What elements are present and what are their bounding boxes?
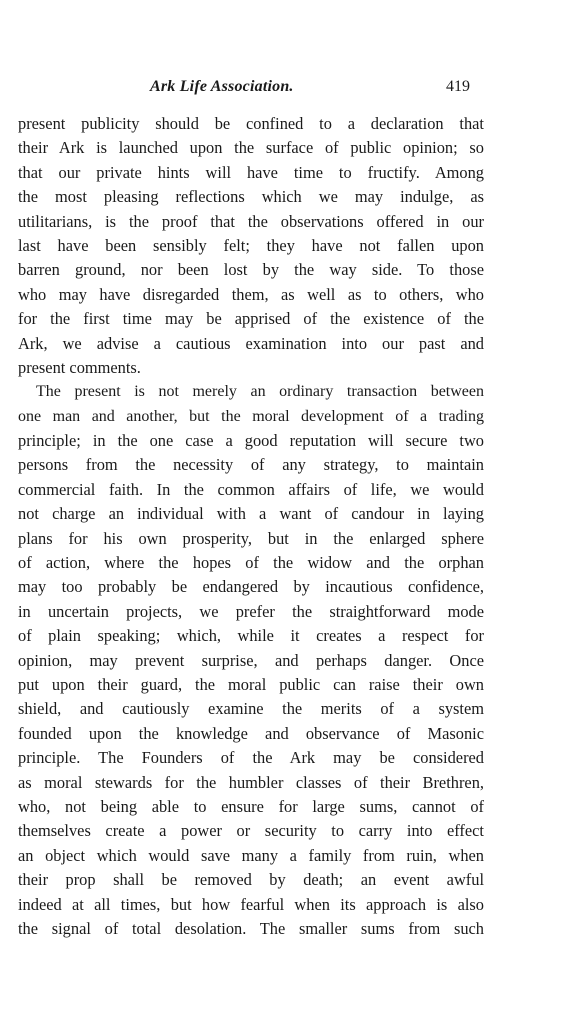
running-head [0,78,582,102]
text-line: as moral stewards for the humbler classes of their Brethren, [18,772,484,792]
text-line: utilitarians, is the proof that the observations offered in our [18,211,484,231]
text-line: shield, and cautiously examine the merits of a system [18,699,484,719]
text-line: who may have disregarded them, as well as to others, who [18,284,484,304]
text-line: not charge an individual with a want of candour in laying [18,504,484,524]
text-line: their prop shall be removed by death; an event awful [18,870,484,890]
text-line: one man and another, but the moral development of a trading [18,407,484,425]
text-line: barren ground, nor been lost by the way side. To those [18,260,484,280]
text-line: last have been sensibly felt; they have not fallen upon [18,235,484,255]
page-number: 419 [446,78,470,95]
text-line: put upon their guard, the moral public can raise their own [18,674,484,694]
text-line: Ark, we advise a cautious examination into our past and [18,333,484,353]
text-line: who, not being able to ensure for large sums, cannot of [18,796,484,816]
paragraph-end-line: present comments. [18,357,141,377]
text-line: may too probably be endangered by incautious confidence, [18,577,484,597]
text-line: the signal of total desolation. The smaller sums from such [18,918,484,938]
text-line: for the first time may be apprised of the existence of the [18,309,484,329]
text-line: principle; in the one case a good reputation will secure two [18,431,484,451]
text-line: opinion, may prevent surprise, and perhaps danger. Once [18,650,484,670]
paragraph-first-line: The present is not merely an ordinary transaction between [36,383,484,401]
text-line: of action, where the hopes of the widow and the orphan [18,553,484,573]
text-line: the most pleasing reflections which we may indulge, as [18,187,484,207]
text-line: plans for his own prosperity, but in the enlarged sphere [18,528,484,548]
text-line: an object which would save many a family from ruin, when [18,845,484,865]
text-line: their Ark is launched upon the surface of public opinion; so [18,138,484,158]
text-line: commercial faith. In the common affairs of life, we would [18,479,484,499]
text-line: in uncertain projects, we prefer the straightforward mode [18,601,484,621]
body-text [18,112,484,941]
text-line: themselves create a power or security to carry into effect [18,821,484,841]
text-line: present publicity should be confined to a declaration that [18,114,484,133]
text-line: that our private hints will have time to fructify. Among [18,162,484,182]
text-line: principle. The Founders of the Ark may be considered [18,748,484,768]
text-line: indeed at all times, but how fearful when its approach is also [18,894,484,914]
text-line: founded upon the knowledge and observance of Masonic [18,723,484,743]
running-title: Ark Life Association. [150,78,294,95]
text-line: of plain speaking; which, while it creates a respect for [18,626,484,646]
text-line: persons from the necessity of any strategy, to maintain [18,455,484,475]
